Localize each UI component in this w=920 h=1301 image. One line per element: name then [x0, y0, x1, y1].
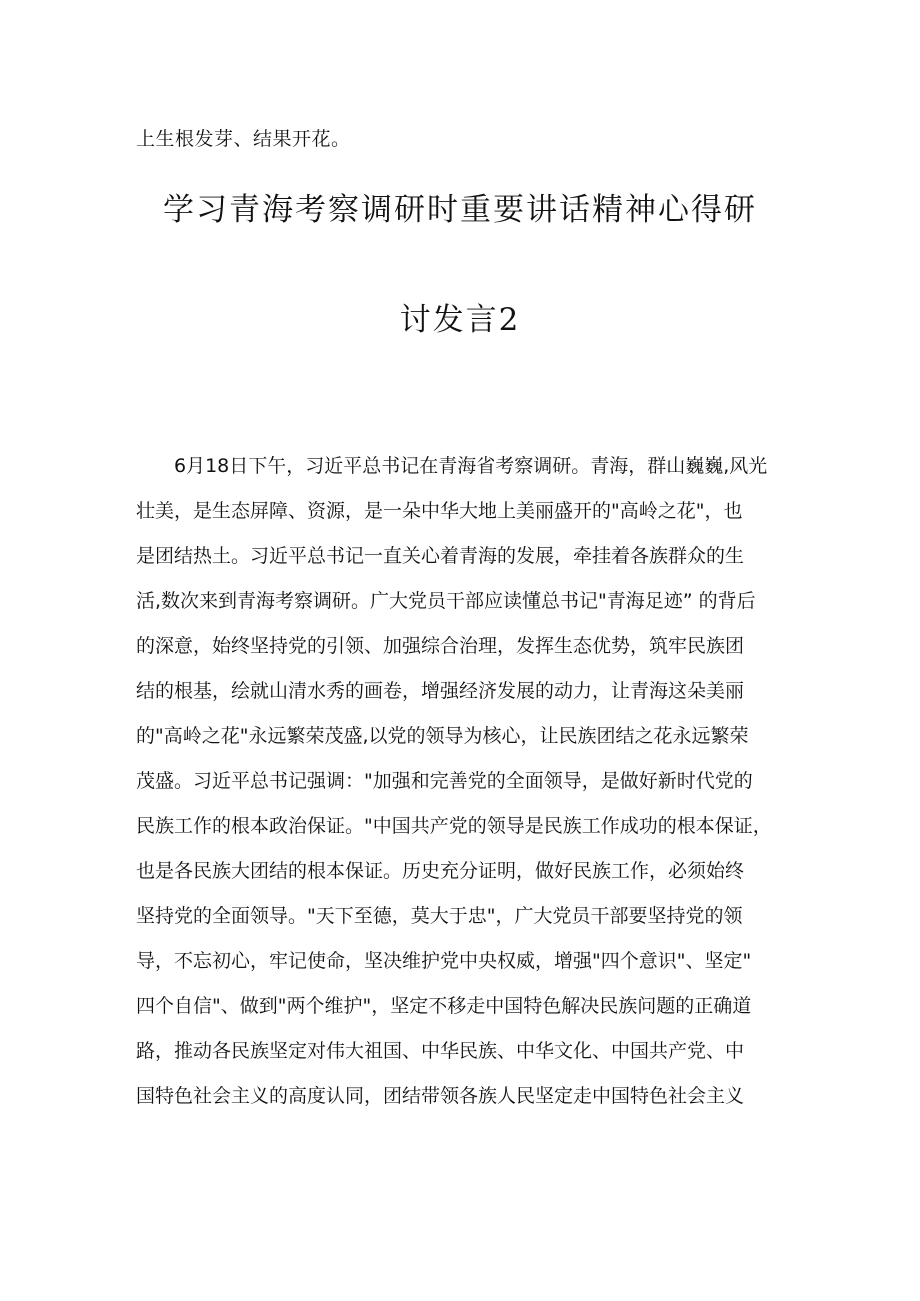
- body-line: 结的根基，绘就山清水秀的画卷，增强经济发展的动力，让青海这朵美丽: [136, 680, 745, 702]
- body-line: 的深意，始终坚持党的引领、加强综合治理，发挥生态优势，筑牢民族团: [136, 635, 745, 657]
- body-line: 国特色社会主义的高度认同，团结带领各族人民坚定走中国特色社会主义: [136, 1085, 745, 1107]
- title-line-1: 学习青海考察调研时重要讲话精神心得研: [163, 192, 757, 228]
- body-line: 路，推动各民族坚定对伟大祖国、中华民族、中华文化、中国共产党、中: [136, 1040, 745, 1062]
- body-line: 坚持党的全面领导。"天下至德，莫大于忠"，广大党员干部要坚持党的领: [136, 905, 743, 927]
- body-line: 壮美，是生态屏障、资源，是一朵中华大地上美丽盛开的"高岭之花"，也: [136, 500, 743, 522]
- previous-section-ending: 上生根发芽、结果开花。: [136, 128, 351, 150]
- body-paragraph: [136, 444, 786, 1119]
- title-line-2: 讨发言2: [399, 302, 521, 338]
- body-line: 是团结热土。习近平总书记一直关心着青海的发展，牵挂着各族群众的生: [136, 545, 745, 567]
- body-line: 四个自信"、做到"两个维护"，坚定不移走中国特色解决民族问题的正确道: [136, 995, 752, 1017]
- body-line: 也是各民族大团结的根本保证。历史充分证明，做好民族工作，必须始终: [136, 860, 745, 882]
- body-line: 民族工作的根本政治保证。"中国共产党的领导是民族工作成功的根本保证，: [136, 815, 772, 837]
- body-line: 导，不忘初心，牢记使命，坚决维护党中央权威，增强"四个意识"、坚定": [136, 950, 752, 972]
- body-line: 茂盛。习近平总书记强调："加强和完善党的全面领导，是做好新时代党的: [136, 770, 753, 792]
- body-line: 6月18日下午，习近平总书记在青海省考察调研。青海，群山巍巍,风光: [174, 455, 768, 477]
- body-line: 活,数次来到青海考察调研。广大党员干部应读懂总书记"青海足迹” 的背后: [136, 590, 756, 612]
- body-line: 的"高岭之花"永远繁荣茂盛,以党的领导为核心，让民族团结之花永远繁荣: [136, 725, 749, 747]
